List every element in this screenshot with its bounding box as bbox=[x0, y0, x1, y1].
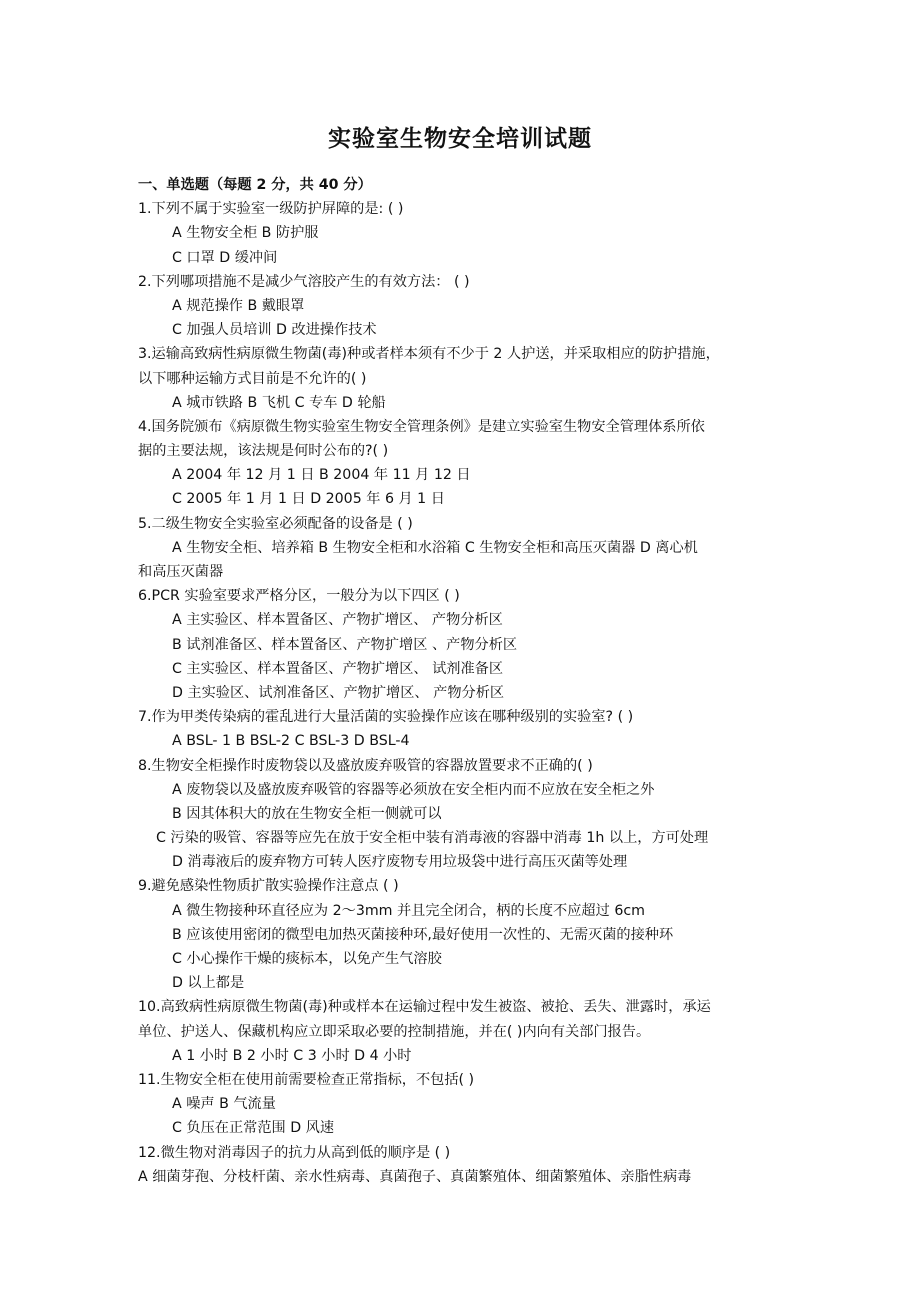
option-line: A 废物袋以及盛放废弃吸管的容器等必须放在安全柜内而不应放在安全柜之外 bbox=[172, 781, 655, 798]
question-line: 3.运输高致病性病原微生物菌(毒)种或者样本须有不少于 2 人护送，并采取相应的防护措施， bbox=[138, 346, 720, 363]
page-title: 实验室生物安全培训试题 bbox=[328, 126, 592, 152]
option-line: D 以上都是 bbox=[172, 975, 245, 992]
question-line: 1.下列不属于实验室一级防护屏障的是: ( ) bbox=[138, 201, 404, 218]
option-line: D 消毒液后的废弃物方可转人医疗废物专用垃圾袋中进行高压灭菌等处理 bbox=[172, 854, 628, 871]
question-line: 11.生物安全柜在使用前需要检查正常指标，不包括( ) bbox=[138, 1071, 475, 1088]
question-line: 10.高致病性病原微生物菌(毒)种或样本在运输过程中发生被盗、被抢、丢失、泄露时，承运 bbox=[138, 999, 711, 1016]
question-line: 8.生物安全柜操作时废物袋以及盛放废弃吸管的容器放置要求不正确的( ) bbox=[138, 757, 593, 774]
question-line: 4.国务院颁布《病原微生物实验室生物安全管理条例》是建立实验室生物安全管理体系所依 bbox=[138, 418, 705, 435]
option-line: C 2005 年 1 月 1 日 D 2005 年 6 月 1 日 bbox=[172, 491, 445, 508]
option-line: C 小心操作干燥的痰标本，以免产生气溶胶 bbox=[172, 951, 442, 967]
option-line: A 微生物接种环直径应为 2～3mm 并且完全闭合，柄的长度不应超过 6cm bbox=[172, 902, 645, 919]
option-line: A 2004 年 12 月 1 日 B 2004 年 11 月 12 日 bbox=[172, 467, 471, 484]
option-line: C 负压在正常范围 D 风速 bbox=[172, 1120, 335, 1137]
option-line: C 污染的吸管、容器等应先在放于安全柜中装有消毒液的容器中消毒 1h 以上，方可处理 bbox=[156, 830, 709, 847]
option-line: A 生物安全柜 B 防护服 bbox=[172, 225, 319, 242]
option-line: A 规范操作 B 戴眼罩 bbox=[172, 297, 305, 314]
option-line: C 口罩 D 缓冲间 bbox=[172, 249, 278, 266]
question-line: A 细菌芽孢、分枝杆菌、亲水性病毒、真菌孢子、真菌繁殖体、细菌繁殖体、亲脂性病毒 bbox=[138, 1168, 692, 1185]
option-line: A 1 小时 B 2 小时 C 3 小时 D 4 小时 bbox=[172, 1047, 412, 1064]
option-line: B 试剂准备区、样本置备区、产物扩增区 、产物分析区 bbox=[172, 636, 518, 653]
question-line: 12.微生物对消毒因子的抗力从高到低的顺序是 ( ) bbox=[138, 1144, 451, 1161]
option-line: A 噪声 B 气流量 bbox=[172, 1096, 276, 1113]
option-line: B 应该使用密闭的微型电加热灭菌接种环,最好使用一次性的、无需灭菌的接种环 bbox=[172, 926, 674, 943]
option-line: B 因其体积大的放在生物安全柜一侧就可以 bbox=[172, 805, 442, 822]
question-line: 据的主要法规，该法规是何时公布的?( ) bbox=[138, 443, 389, 460]
option-line: D 主实验区、试剂准备区、产物扩增区、 产物分析区 bbox=[172, 684, 505, 701]
section-heading: 一、单选题（每题 2 分，共 40 分） bbox=[138, 177, 372, 193]
question-line: 7.作为甲类传染病的霍乱进行大量活菌的实验操作应该在哪种级别的实验室? ( ) bbox=[138, 709, 634, 726]
question-list bbox=[138, 173, 788, 1189]
option-line: A 主实验区、样本置备区、产物扩增区、 产物分析区 bbox=[172, 612, 503, 629]
option-line: A BSL- 1 B BSL-2 C BSL-3 D BSL-4 bbox=[172, 733, 410, 750]
option-line: A 城市铁路 B 飞机 C 专车 D 轮船 bbox=[172, 394, 386, 411]
question-line: 以下哪种运输方式目前是不允许的( ) bbox=[138, 370, 367, 387]
option-line: C 主实验区、样本置备区、产物扩增区、 试剂准备区 bbox=[172, 660, 504, 677]
question-line: 9.避免感染性物质扩散实验操作注意点 ( ) bbox=[138, 878, 399, 895]
question-line: 2.下列哪项措施不是减少气溶胶产生的有效方法： ( ) bbox=[138, 273, 470, 290]
option-line: A 生物安全柜、培养箱 B 生物安全柜和水浴箱 C 生物安全柜和高压灭菌器 D 离心机 bbox=[172, 539, 698, 556]
question-line: 和高压灭菌器 bbox=[138, 564, 224, 580]
question-line: 6.PCR 实验室要求严格分区，一般分为以下四区 ( ) bbox=[138, 588, 460, 605]
question-line: 单位、护送人、保藏机构应立即采取必要的控制措施，并在( )内向有关部门报告。 bbox=[138, 1023, 651, 1040]
question-line: 5.二级生物安全实验室必须配备的设备是 ( ) bbox=[138, 515, 413, 532]
option-line: C 加强人员培训 D 改进操作技术 bbox=[172, 322, 377, 339]
